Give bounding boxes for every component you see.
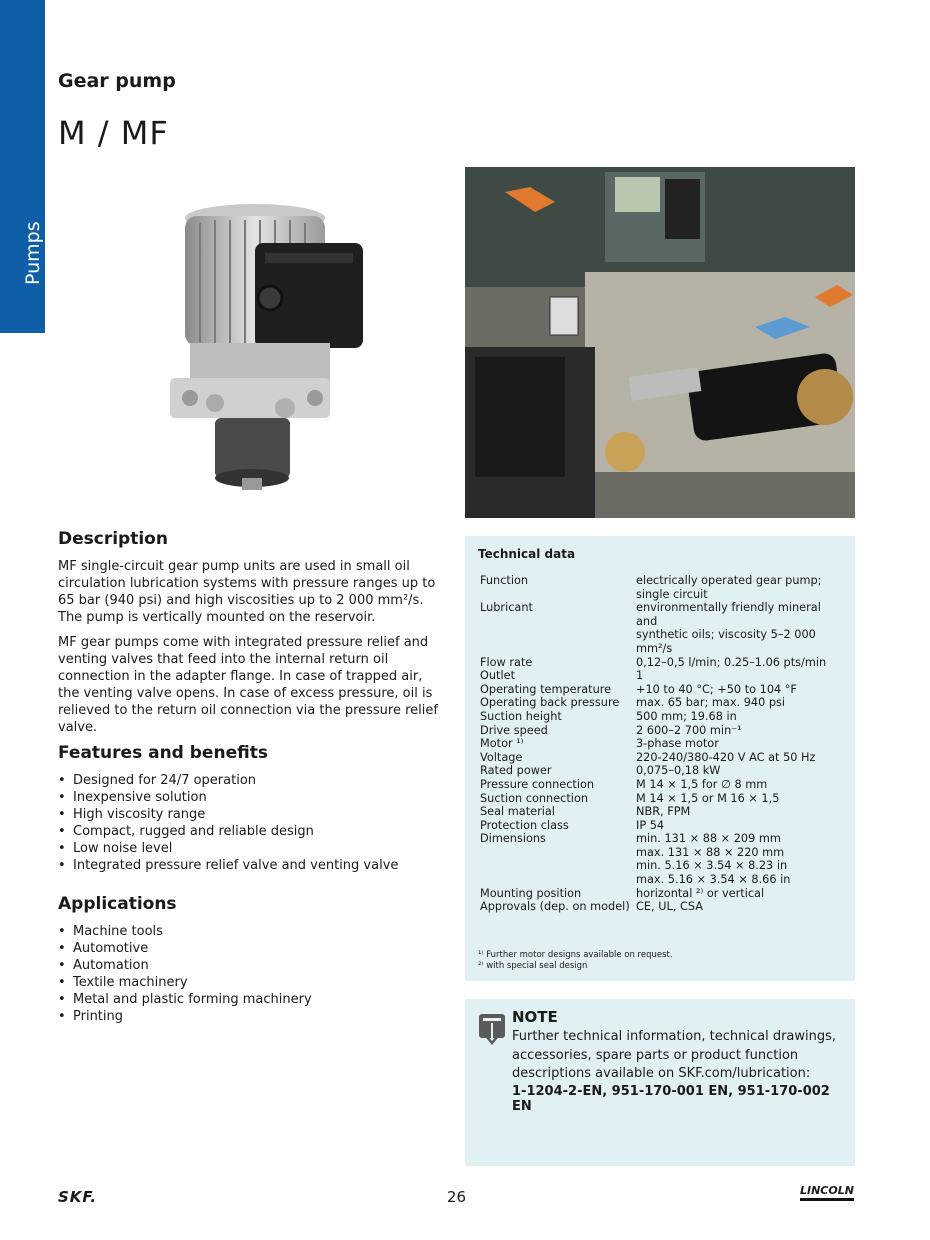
tech-label: Operating back pressure xyxy=(480,696,620,710)
features-heading: Features and benefits xyxy=(58,743,268,763)
list-item: • Compact, rugged and reliable design xyxy=(58,823,438,840)
footnote: ²⁾ with special seal design xyxy=(478,961,588,971)
technical-data-title: Technical data xyxy=(478,547,576,561)
features-list xyxy=(58,772,438,874)
tech-label: Dimensions xyxy=(480,832,546,846)
tech-label: Voltage xyxy=(480,750,523,764)
skf-logo: SKF. xyxy=(58,1188,98,1206)
tech-label: Lubricant xyxy=(480,601,533,615)
applications-section xyxy=(58,896,438,1025)
tech-row xyxy=(480,696,845,710)
gear-pump-image xyxy=(160,198,370,496)
technical-data-table xyxy=(480,574,845,914)
tech-label: Pressure connection xyxy=(480,777,595,791)
list-item: • High viscosity range xyxy=(58,806,438,823)
list-item: • Designed for 24/7 operation xyxy=(58,772,438,789)
tech-value-line: synthetic oils; viscosity 5–2 000 mm²/s xyxy=(636,628,816,655)
tech-row xyxy=(480,656,845,670)
tech-value-line: electrically operated gear pump; xyxy=(636,574,822,587)
tech-row xyxy=(480,819,845,833)
tech-label: Flow rate xyxy=(480,655,533,669)
tech-value xyxy=(636,819,845,833)
tech-value-line: 220-240/380-420 V AC at 50 Hz xyxy=(636,750,816,764)
tech-value-line: single circuit xyxy=(636,587,708,601)
machine-tool-photo xyxy=(465,167,855,518)
section-tab-label: Pumps xyxy=(22,221,44,285)
tech-label: Suction height xyxy=(480,709,562,723)
tech-value-line: 1 xyxy=(636,669,644,683)
list-item: • Machine tools xyxy=(58,923,438,940)
tech-label: Seal material xyxy=(480,805,555,819)
tech-value xyxy=(636,778,845,792)
tech-value xyxy=(636,805,845,819)
tech-value xyxy=(636,696,845,710)
list-item: • Automotive xyxy=(58,940,438,957)
tech-value-line: min. 131 × 88 × 209 mm xyxy=(636,832,781,846)
list-item: • Printing xyxy=(58,1008,438,1025)
section-tab xyxy=(0,0,45,333)
tech-row xyxy=(480,764,845,778)
tech-row xyxy=(480,792,845,806)
footnote: ¹⁾ Further motor designs available on request. xyxy=(478,950,673,960)
list-item: • Textile machinery xyxy=(58,974,438,991)
tech-label: Mounting position xyxy=(480,886,582,900)
tech-value xyxy=(636,656,845,670)
note-title: NOTE xyxy=(512,1008,558,1026)
tech-value-line: 3-phase motor xyxy=(636,737,719,751)
download-document-icon xyxy=(478,1013,506,1045)
tech-value xyxy=(636,710,845,724)
tech-row xyxy=(480,724,845,738)
list-item: • Integrated pressure relief valve and venting valve xyxy=(58,857,438,874)
tech-value-line: 500 mm; 19.68 in xyxy=(636,709,737,723)
list-item: • Automation xyxy=(58,957,438,974)
tech-value-line: environmentally friendly mineral and xyxy=(636,601,821,628)
description-heading: Description xyxy=(58,529,168,549)
lincoln-logo: LINCOLN xyxy=(800,1184,854,1201)
technical-data-box xyxy=(465,536,855,981)
note-references: 1-1204-2-EN, 951-170-001 EN, 951-170-002 EN xyxy=(512,1084,830,1114)
tech-value-line: 2 600–2 700 min⁻¹ xyxy=(636,723,742,737)
tech-value xyxy=(636,751,845,765)
tech-label: Approvals (dep. on model) xyxy=(480,900,630,914)
description-section xyxy=(58,531,438,744)
tech-label: Function xyxy=(480,574,529,587)
technical-footnotes xyxy=(478,950,673,972)
note-box xyxy=(465,999,855,1166)
tech-value-line: +10 to 40 °C; +50 to 104 °F xyxy=(636,682,797,696)
tech-value-line: max. 65 bar; max. 940 psi xyxy=(636,696,786,710)
tech-value-line: CE, UL, CSA xyxy=(636,900,703,914)
tech-value xyxy=(636,737,845,751)
tech-value xyxy=(636,601,845,655)
tech-value-line: max. 131 × 88 × 220 mm xyxy=(636,845,785,859)
tech-row xyxy=(480,683,845,697)
list-item: • Inexpensive solution xyxy=(58,789,438,806)
list-item: • Metal and plastic forming machinery xyxy=(58,991,438,1008)
page-number: 26 xyxy=(447,1188,467,1206)
note-text: Further technical information, technical drawings, accessories, spare parts or product function descriptions available on SKF.com/lubrication: xyxy=(512,1029,837,1081)
tech-value-line: NBR, FPM xyxy=(636,805,691,819)
tech-value xyxy=(636,792,845,806)
list-item: • Low noise level xyxy=(58,840,438,857)
tech-value-line: max. 5.16 × 3.54 × 8.66 in xyxy=(636,873,791,887)
tech-row xyxy=(480,900,845,914)
tech-label: Drive speed xyxy=(480,723,548,737)
tech-value xyxy=(636,683,845,697)
tech-label: Protection class xyxy=(480,818,569,832)
tech-label: Suction connection xyxy=(480,791,589,805)
features-section xyxy=(58,745,438,874)
tech-label: Operating temperature xyxy=(480,682,612,696)
tech-value xyxy=(636,669,845,683)
tech-value-line: M 14 × 1,5 for ∅ 8 mm xyxy=(636,777,768,791)
tech-row xyxy=(480,887,845,901)
tech-value xyxy=(636,574,845,601)
tech-row xyxy=(480,669,845,683)
tech-row xyxy=(480,710,845,724)
tech-value xyxy=(636,724,845,738)
applications-list xyxy=(58,923,438,1025)
tech-row xyxy=(480,574,845,601)
tech-label: Outlet xyxy=(480,669,515,683)
tech-row xyxy=(480,832,845,886)
tech-value xyxy=(636,887,845,901)
description-paragraph: MF gear pumps come with integrated pressure relief and venting valves that feed into the internal return oil connection in the adapter flange. In case of trapped air, the venting valve opens. In case of excess pressure, oil is relieved to the return oil connection via the pressure relief valve. xyxy=(58,635,438,735)
applications-heading: Applications xyxy=(58,894,177,914)
page-subtitle: Gear pump xyxy=(58,70,176,92)
tech-value xyxy=(636,832,845,886)
tech-value-line: 0,075–0,18 kW xyxy=(636,764,721,778)
tech-value-line: 0,12–0,5 l/min; 0.25–1.06 pts/min xyxy=(636,655,827,669)
tech-value xyxy=(636,900,845,914)
tech-row xyxy=(480,778,845,792)
tech-row xyxy=(480,751,845,765)
tech-row xyxy=(480,805,845,819)
tech-value xyxy=(636,764,845,778)
tech-value-line: IP 54 xyxy=(636,818,665,832)
tech-value-line: M 14 × 1,5 or M 16 × 1,5 xyxy=(636,791,780,805)
tech-label: Motor ¹⁾ xyxy=(480,737,524,751)
tech-label: Rated power xyxy=(480,764,552,778)
tech-row xyxy=(480,737,845,751)
description-paragraph: MF single-circuit gear pump units are used in small oil circulation lubrication systems with pressure ranges up to 65 bar (940 psi) and high viscosities up to 2 000 mm²/s. The pump is vertically mounted on the reservoir. xyxy=(58,559,436,625)
tech-value-line: horizontal ²⁾ or vertical xyxy=(636,886,765,900)
tech-row xyxy=(480,601,845,655)
page-title: M / MF xyxy=(58,114,169,152)
tech-value-line: min. 5.16 × 3.54 × 8.23 in xyxy=(636,859,788,873)
